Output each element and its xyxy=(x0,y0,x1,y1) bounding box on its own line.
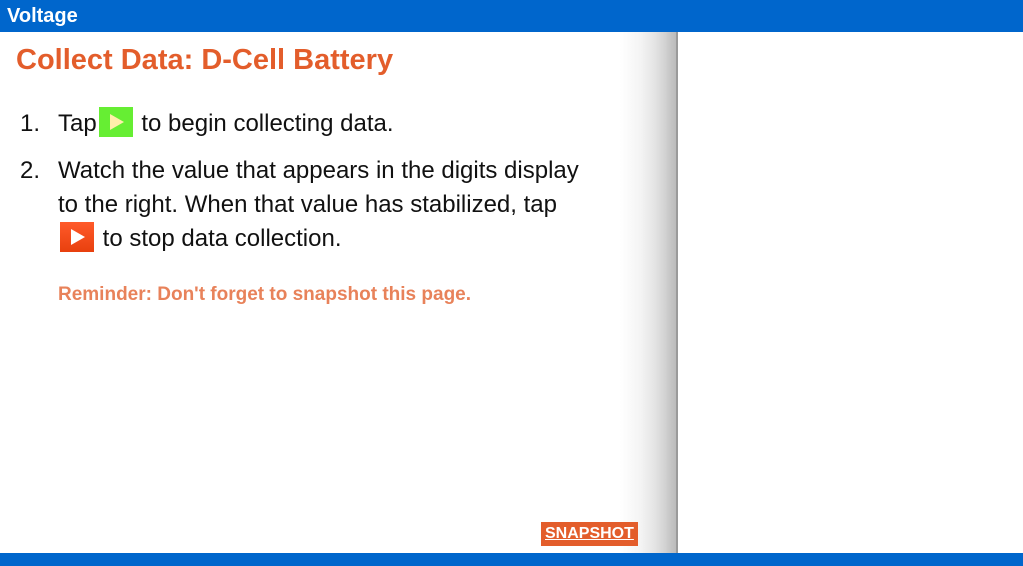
play-icon xyxy=(71,229,85,245)
title-bar xyxy=(0,0,1023,32)
step-2-line-1: Watch the value that appears in the digits display xyxy=(58,157,579,184)
section-heading: Collect Data: D-Cell Battery xyxy=(16,44,394,76)
step-2-line-3: to stop data collection. xyxy=(102,225,342,252)
step-2-number: 2. xyxy=(20,157,41,184)
start-collection-button[interactable] xyxy=(99,107,133,137)
digits-display-panel xyxy=(678,32,1023,553)
page-title: Voltage xyxy=(7,5,78,27)
snapshot-button[interactable]: SNAPSHOT xyxy=(541,522,638,546)
step-2-text xyxy=(58,154,638,256)
play-icon xyxy=(110,114,124,130)
step-1-text-before: Tap xyxy=(58,110,97,137)
step-1-text xyxy=(58,107,638,141)
bottom-bar xyxy=(0,553,1023,566)
stop-collection-button[interactable] xyxy=(60,222,94,252)
step-1-text-after: to begin collecting data. xyxy=(141,110,394,137)
snapshot-reminder: Reminder: Don't forget to snapshot this page. xyxy=(58,284,472,305)
step-1-number: 1. xyxy=(20,110,41,137)
step-2-line-2: to the right. When that value has stabilized, tap xyxy=(58,191,557,218)
